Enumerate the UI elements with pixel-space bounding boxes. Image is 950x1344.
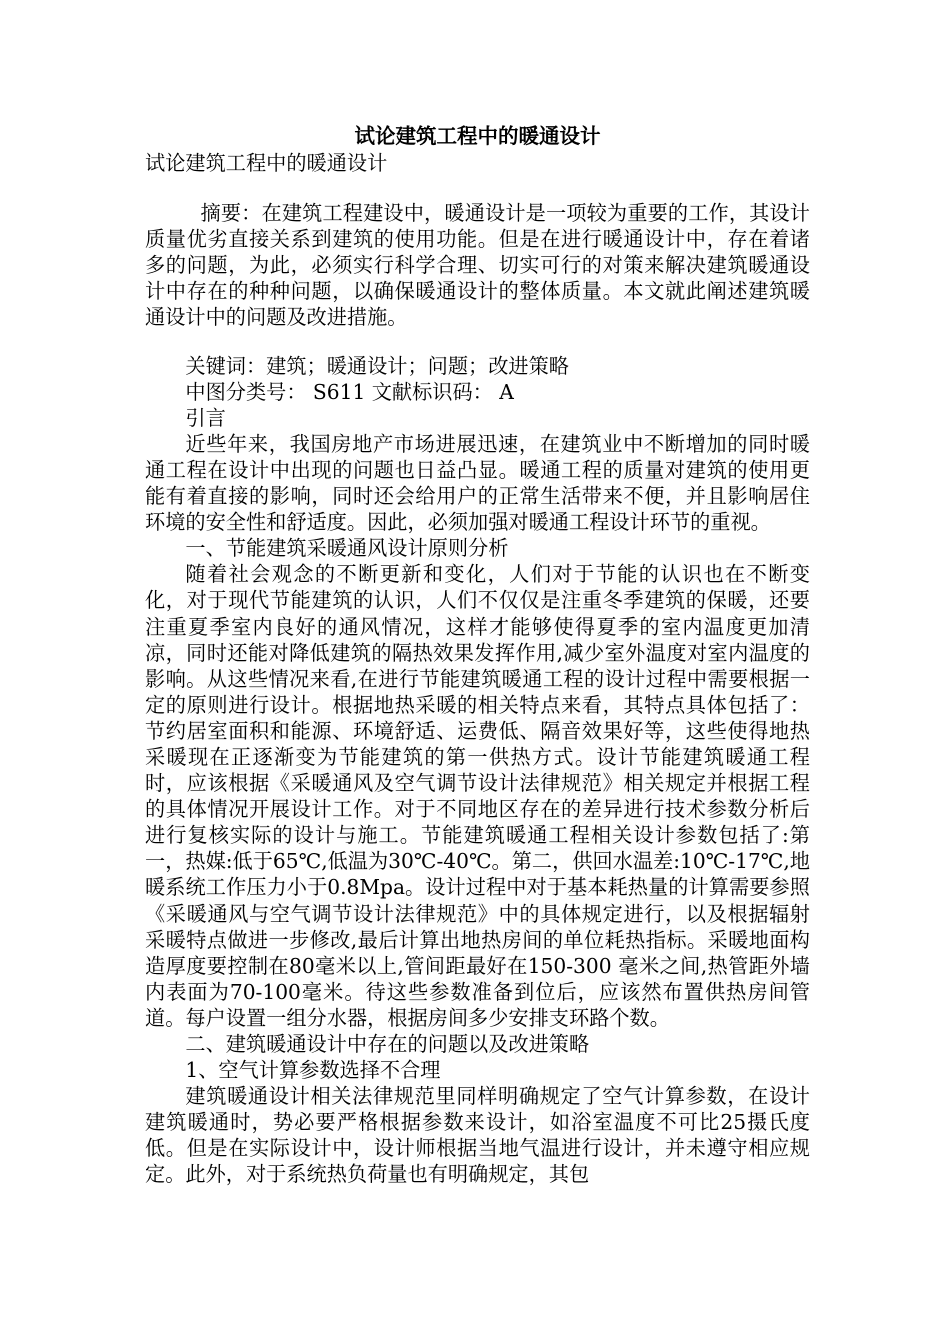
section2-1-heading: 1、空气计算参数选择不合理	[185, 1058, 441, 1083]
classification-line: 中图分类号： S611 文献标识码： A	[185, 379, 514, 404]
blank-line	[145, 176, 810, 200]
section1-paragraph: 随着社会观念的不断更新和变化，人们对于节能的认识也在不断变化，对于现代节能建筑的认识，人们不仅仅是注重冬季建筑的保暖，还要注重夏季室内良好的通风情况，这样才能够使得夏季的室内温度更加清凉，同时还能对降低建筑的隔热效果发挥作用,减少室外温度对室内温度的影响。从这些情况来看,在进行节能建筑暖通工程的设计过程中需要根据一定的原则进行设计。根据地热采暖的相关特点来看，其特点具体包括了：节约居室面积和能源、环境舒适、运费低、隔音效果好等，这些使得地热采暖现在正逐渐变为节能建筑的第一供热方式。设计节能建筑暖通工程时，应该根据《采暖通风及空气调节设计法律规范》相关规定并根据工程的具体情况开展设计工作。对于不同地区存在的差异进行技术参数分析后进行复核实际的设计与施工。节能建筑暖通工程相关设计参数包括了:第一，热媒:低于65℃,低温为30℃-40℃。第二，供回水温差:10℃-17℃,地暖系统工作压力小于0.8Mpa。设计过程中对于基本耗热量的计算需要参照《采暖通风与空气调节设计法律规范》中的具体规定进行，以及根据辐射采暖特点做进一步修改,最后计算出地热房间的单位耗热指标。采暖地面构造厚度要控制在80毫米以上,管间距最好在150-300 毫米之间,热管距外墙内表面为70-100毫米。待这些参数准备到位后，应该然布置供热房间管道。每户设置一组分水器，根据房间多少安排支环路个数。	[145, 562, 810, 1030]
keywords-line: 关键词：建筑；暖通设计；问题；改进策略	[185, 353, 569, 378]
intro-heading: 引言	[185, 405, 226, 430]
document-subtitle: 试论建筑工程中的暖通设计	[145, 151, 388, 175]
section2-1-paragraph: 建筑暖通设计相关法律规范里同样明确规定了空气计算参数，在设计建筑暖通时，势必要严格根据参数来设计，如浴室温度不可比25摄氏度低。但是在实际设计中，设计师根据当地气温进行设计，并未遵守相应规定。此外，对于系统热负荷量也有明确规定，其包	[145, 1084, 810, 1187]
abstract-paragraph: 摘要：在建筑工程建设中，暖通设计是一项较为重要的工作，其设计质量优劣直接关系到建筑的使用功能。但是在进行暖通设计中，存在着诸多的问题，为此，必须实行科学合理、切实可行的对策来解决建筑暖通设计中存在的种种问题，以确保暖通设计的整体质量。本文就此阐述建筑暖通设计中的问题及改进措施。	[145, 201, 810, 330]
section1-heading: 一、节能建筑采暖通风设计原则分析	[185, 536, 509, 561]
document-page	[145, 122, 810, 1188]
intro-paragraph: 近些年来，我国房地产市场进展迅速，在建筑业中不断增加的同时暖通工程在设计中出现的问题也日益凸显。暖通工程的质量对建筑的使用更能有着直接的影响，同时还会给用户的正常生活带来不便，并且影响居住环境的安全性和舒适度。因此，必须加强对暖通工程设计环节的重视。	[145, 431, 810, 535]
blank-line	[145, 331, 810, 353]
section2-heading: 二、建筑暖通设计中存在的问题以及改进策略	[185, 1032, 590, 1056]
document-title: 试论建筑工程中的暖通设计	[354, 124, 601, 148]
